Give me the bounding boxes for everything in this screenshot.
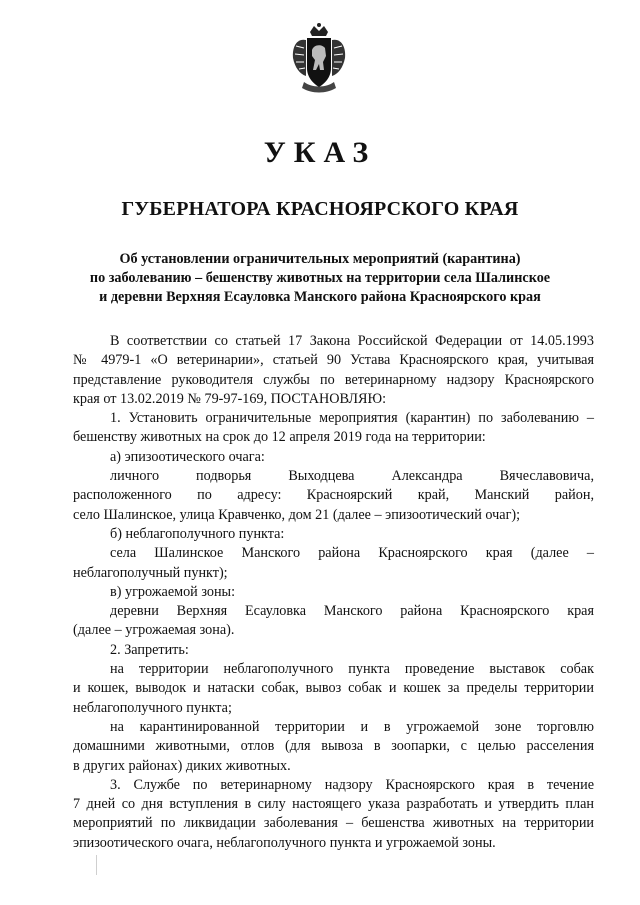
decree-heading [56,250,584,307]
text-line: 7 дней со дня вступления в силу настоящего указа разработать и утвердить план [73,796,594,813]
text-line: неблагополучный пункт); [73,564,228,581]
text-line: домашними животными, отлов (для вывоза в зоопарки, с целью расселения [73,738,594,755]
paragraph-3 [73,776,594,853]
text-line: бешенству животных на срок до 12 апреля 2019 года на территории: [73,429,486,446]
coat-of-arms-icon [290,22,348,94]
paragraph-1c-heading [73,583,594,602]
text-line: № 4979-1 «О ветеринарии», статьей 90 Устава Красноярского края, учитывая [73,352,594,369]
text-line: края от 13.02.2019 № 79-97-169, ПОСТАНОВЛЯЮ: [73,390,387,407]
scan-mark [96,855,97,875]
heading-line: по заболеванию – бешенству животных на территории села Шалинское [89,270,551,286]
text-line: а) эпизоотического очага: [110,448,265,465]
paragraph-2b [73,718,594,776]
document-title: УКАЗ [263,136,377,169]
paragraph-2-heading [73,641,594,660]
text-line: мероприятий по ликвидации заболевания – бешенства животных на территории [73,815,594,832]
heading-line: и деревни Верхняя Есауловка Манского района Красноярского края [99,289,541,305]
text-line: В соответствии со статьей 17 Закона Российской Федерации от 14.05.1993 [110,333,594,349]
text-line: и кошек, выводок и натаски собак, вывоз собак и кошек за пределы территории [73,680,594,697]
text-line: на территории неблагополучного пункта проведение выставок собак [110,661,594,678]
text-line: личного подворья Выходцева Александра Вячеславовича, [110,468,594,485]
text-line: представление руководителя службы по ветеринарному надзору Красноярского [73,371,594,388]
decree-body [73,332,594,853]
text-line: расположенного по адресу: Красноярский край, Манский район, [73,487,594,504]
text-line: неблагополучного пункта; [73,699,232,716]
document-subtitle: ГУБЕРНАТОРА КРАСНОЯРСКОГО КРАЯ [121,198,519,220]
paragraph-1b [73,544,594,583]
text-line: в) угрожаемой зоны: [110,583,236,600]
paragraph-2a [73,660,594,718]
text-line: эпизоотического очага, неблагополучного пункта и угрожаемой зоны. [73,834,496,851]
text-line: 3. Службе по ветеринарному надзору Красноярского края в течение [110,776,594,793]
text-line: село Шалинское, улица Кравченко, дом 21 (далее – эпизоотический очаг); [73,506,521,523]
text-line: (далее – угрожаемая зона). [73,622,235,639]
paragraph-intro [73,332,594,409]
text-line: б) неблагополучного пункта: [110,525,285,542]
paragraph-1 [73,409,594,448]
text-line: 2. Запретить: [110,641,189,658]
text-line: села Шалинское Манского района Красноярского края (далее – [110,545,594,562]
paragraph-1a-heading [73,448,594,467]
heading-line: Об установлении ограничительных мероприятий (карантина) [119,251,521,267]
paragraph-1b-heading [73,525,594,544]
paragraph-1c [73,602,594,641]
paragraph-1a [73,467,594,525]
text-line: в других районах) диких животных. [73,757,291,774]
text-line: деревни Верхняя Есауловка Манского района Красноярского края [110,603,594,620]
text-line: 1. Установить ограничительные мероприятия (карантин) по заболеванию – [110,410,594,427]
text-line: на карантинированной территории и в угрожаемой зоне торговлю [110,718,594,735]
